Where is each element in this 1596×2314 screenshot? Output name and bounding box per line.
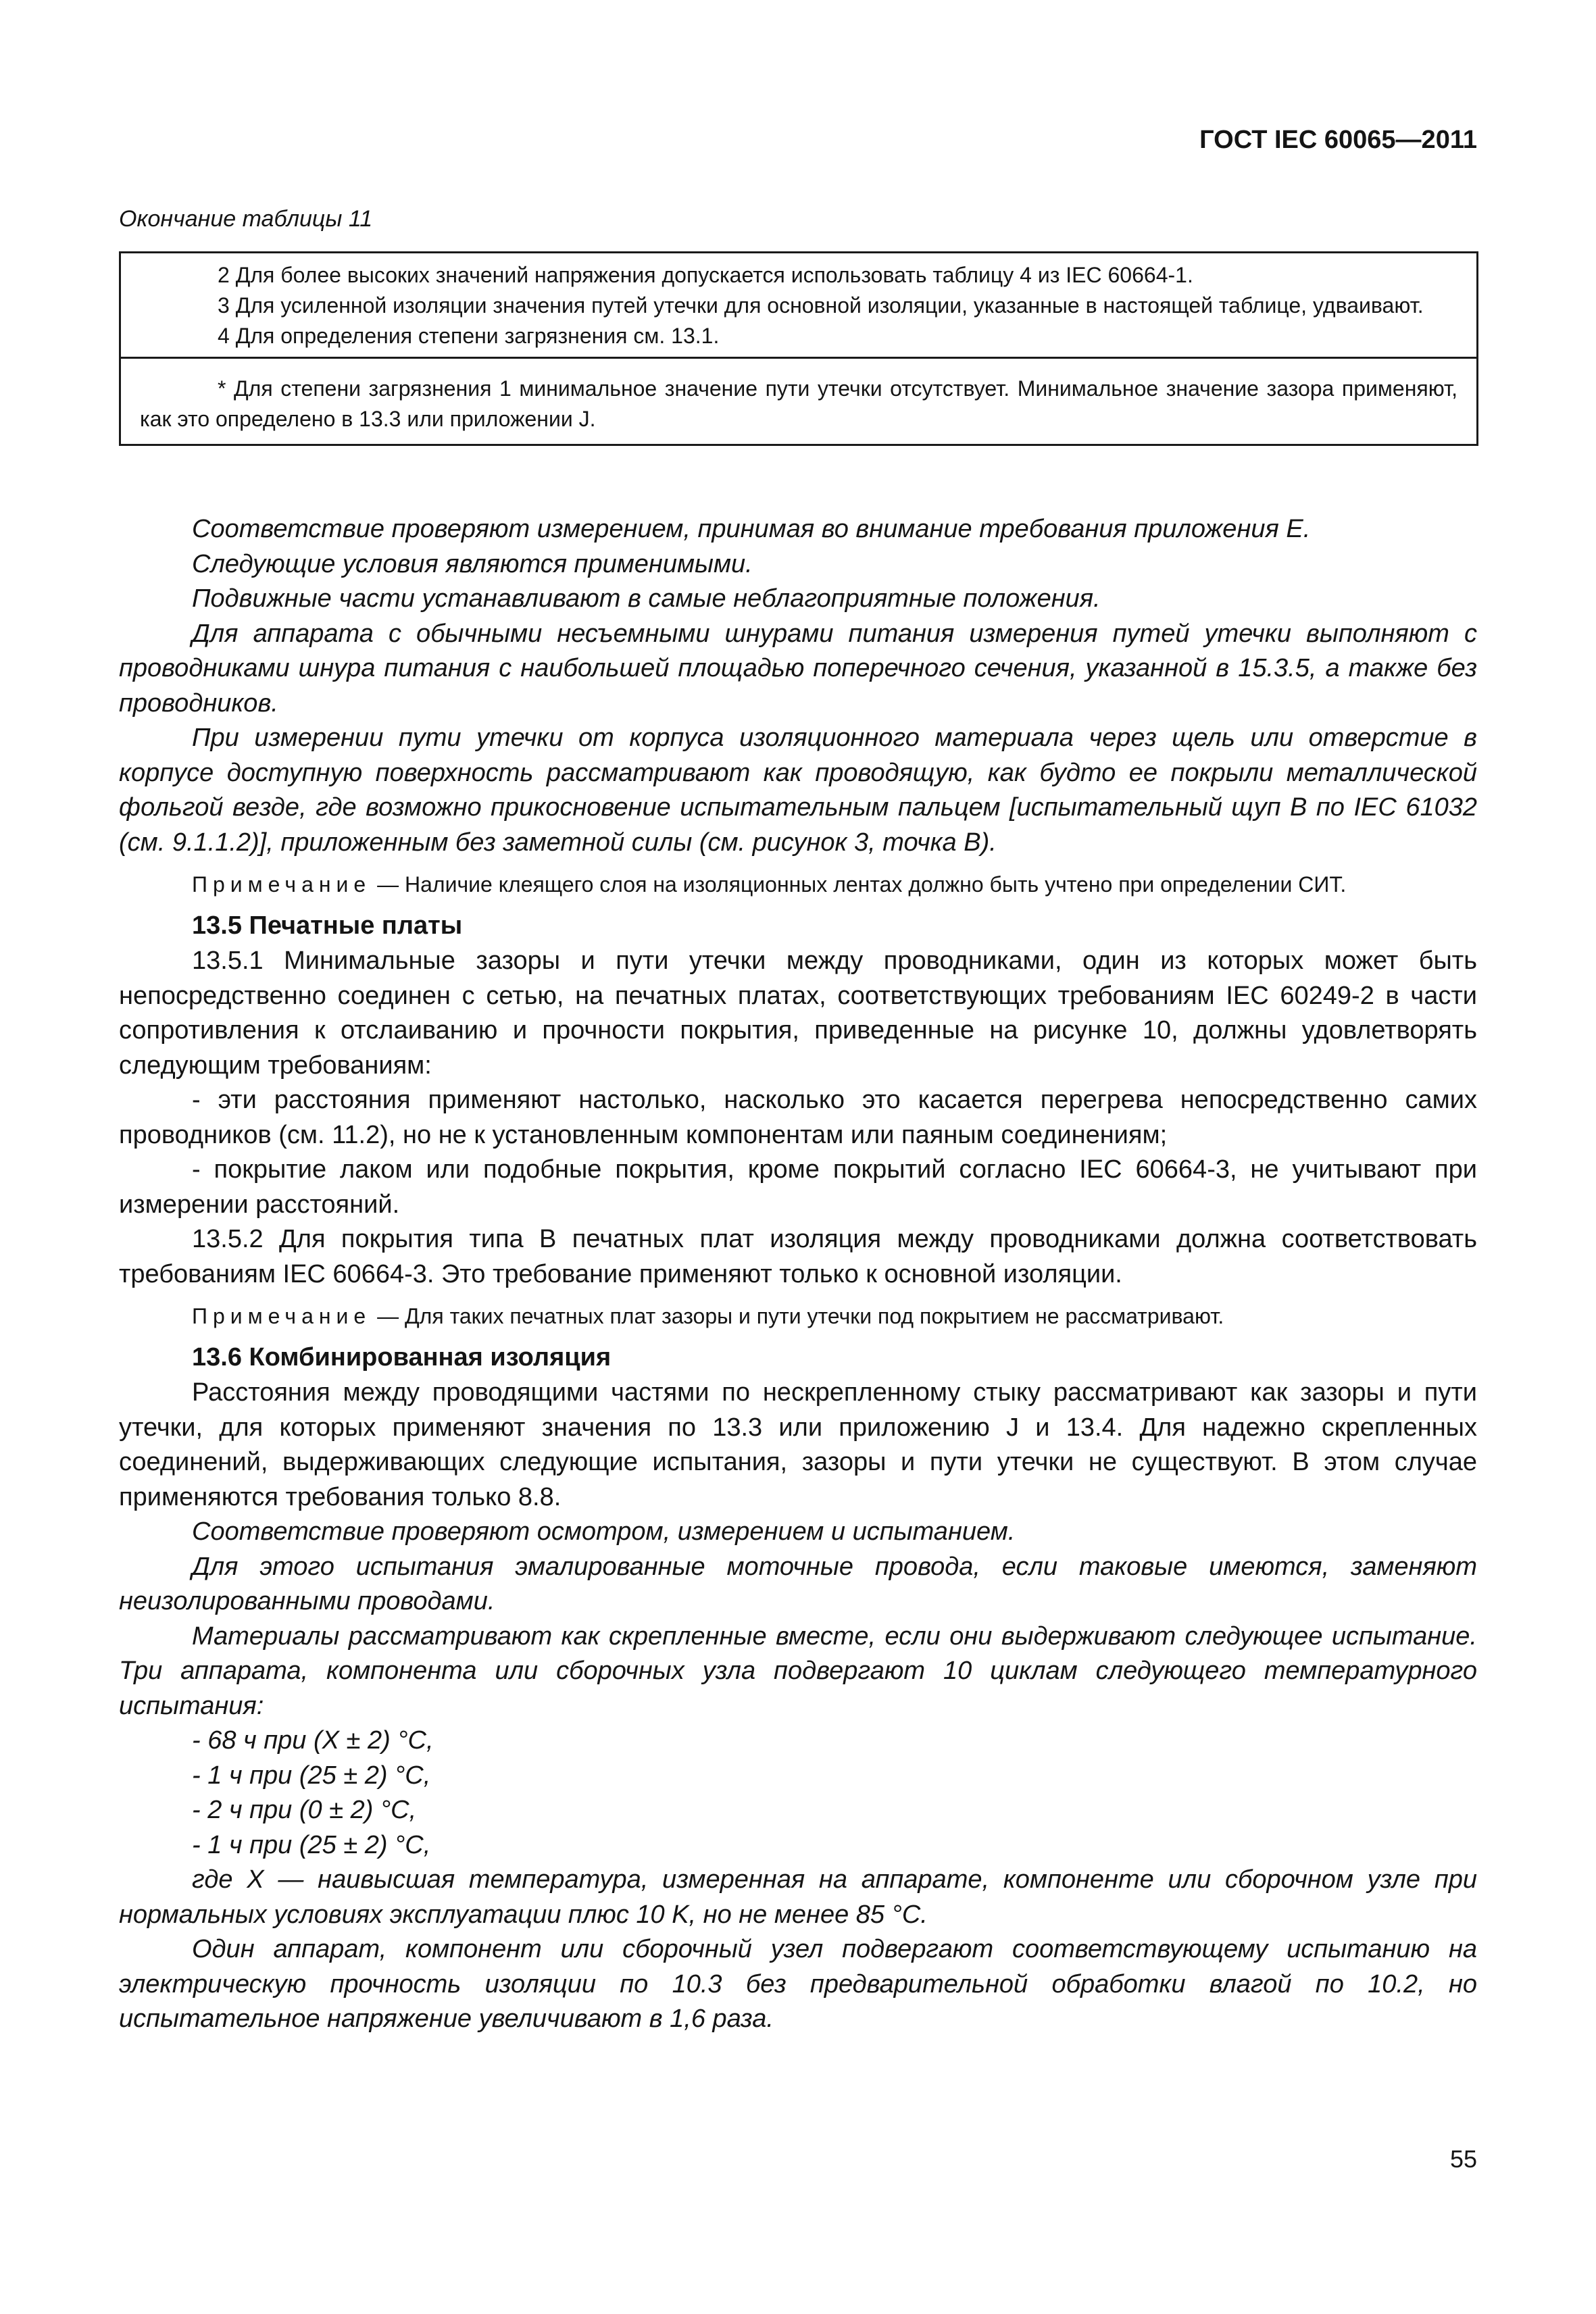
paragraph-13-5-1: 13.5.1 Минимальные зазоры и пути утечки между проводниками, один из которых может быть непосредственно соединен с сетью, на печатных платах, соответствующих требованиям IEC 60249-2 в части сопротивления к отслаиванию и прочности покрытия, приведенные на рисунке 10, должны удовлетворять следующим требованиям: <box>119 947 1477 1080</box>
wire-paragraph: Для этого испытания эмалированные моточные провода, если таковые имеются, заменяют неизолированными проводами. <box>119 1552 1477 1615</box>
list-item: - покрытие лаком или подобные покрытия, кроме покрытий согласно IEC 60664-3, не учитывают при измерении расстояний. <box>119 1155 1477 1219</box>
note-label: Примечание <box>192 872 372 897</box>
note-text: — Наличие клеящего слоя на изоляционных лентах должно быть учтено при определении СИТ. <box>371 872 1347 897</box>
table-footnote: * Для степени загрязнения 1 минимальное значение пути утечки отсутствует. Минимальное значение зазора применяют, как это определено в 13.3 или приложении J. <box>140 376 1457 431</box>
moving-parts-paragraph: Подвижные части устанавливают в самые неблагоприятные положения. <box>192 584 1101 613</box>
temperature-definition: где X — наивысшая температура, измеренная на аппарате, компоненте или сборочном узле при нормальных условиях эксплуатации плюс 10 K, но не менее 85 °C. <box>119 1865 1477 1929</box>
compliance-paragraph: Соответствие проверяют измерением, принимая во внимание требования приложения E. <box>192 515 1311 543</box>
table-notes-box <box>119 251 1478 446</box>
paragraph-13-5-2: 13.5.2 Для покрытия типа B печатных плат изоляция между проводниками должна соответствовать требованиям IEC 60664-3. Это требование применяют только к основной изоляции. <box>119 1225 1477 1288</box>
table-footnote-cell <box>121 357 1476 444</box>
list-item: - эти расстояния применяют настолько, насколько это касается перегрева непосредственно самих проводников (см. 11.2), но не к установленным компонентам или паяным соединениям; <box>119 1086 1477 1149</box>
materials-paragraph: Материалы рассматривают как скрепленные вместе, если они выдерживают следующее испытание. Три аппарата, компонента или сборочных узла подвергают 10 циклам следующего температурного испытания: <box>119 1621 1477 1720</box>
table-note-2: 2 Для более высоких значений напряжения допускается использовать таблицу 4 из IEC 60664-1. <box>218 263 1193 287</box>
conditions-paragraph: Следующие условия являются применимыми. <box>192 549 753 578</box>
cycle-item: - 1 ч при (25 ± 2) °C, <box>192 1830 431 1859</box>
cord-paragraph: Для аппарата с обычными несъемными шнурами питания измерения путей утечки выполняют с проводниками шнура питания с наибольшей площадью поперечного сечения, указанной в 15.3.5, а также без проводников. <box>119 619 1477 718</box>
compliance-paragraph: Соответствие проверяют осмотром, измерением и испытанием. <box>192 1517 1016 1546</box>
note-paragraph <box>119 870 1477 899</box>
dielectric-test-paragraph: Один аппарат, компонент или сборочный узел подвергают соответствующему испытанию на электрическую прочность изоляции по 10.3 без предварительной обработки влагой по 10.2, но испытательное напряжение увеличивают в 1,6 раза. <box>119 1935 1477 2033</box>
enclosure-paragraph: При измерении пути утечки от корпуса изоляционного материала через щель или отверстие в корпусе доступную поверхность рассматривают как проводящую, как будто ее покрыли металлической фольгой везде, где возможно прикосновение испытательным пальцем [испытательный щуп B по IEC 61032 (см. 9.1.1.2)], приложенным без заметной силы (см. рисунок 3, точка B). <box>119 724 1477 857</box>
cycle-item: - 2 ч при (0 ± 2) °C, <box>192 1796 417 1824</box>
section-heading-13-6: 13.6 Комбинированная изоляция <box>192 1343 612 1372</box>
table-notes-cell <box>121 253 1476 357</box>
cycle-item: - 1 ч при (25 ± 2) °C, <box>192 1761 431 1790</box>
table-caption: Окончание таблицы 11 <box>119 206 373 232</box>
note-text: — Для таких печатных плат зазоры и пути утечки под покрытием не рассматривают. <box>371 1304 1224 1328</box>
note-paragraph <box>119 1301 1477 1331</box>
table-note-4: 4 Для определения степени загрязнения см. 13.1. <box>218 324 720 348</box>
page-number: 55 <box>1449 2145 1477 2173</box>
table-note-3: 3 Для усиленной изоляции значения путей утечки для основной изоляции, указанные в настоящей таблице, удваивают. <box>218 293 1424 318</box>
document-header: ГОСТ IEC 60065—2011 <box>1199 126 1477 154</box>
paragraph-13-6-intro: Расстояния между проводящими частями по нескрепленному стыку рассматривают как зазоры и пути утечки, для которых применяют значения по 13.3 или приложению J и 13.4. Для надежно скрепленных соединений, выдерживающих следующие испытания, зазоры и пути утечки не существуют. В этом случае применяются требования только 8.8. <box>119 1378 1477 1511</box>
section-heading-13-5: 13.5 Печатные платы <box>192 911 463 940</box>
note-label: Примечание <box>192 1304 372 1328</box>
body-text <box>119 512 1477 2037</box>
cycle-item: - 68 ч при (X ± 2) °C, <box>192 1726 434 1755</box>
